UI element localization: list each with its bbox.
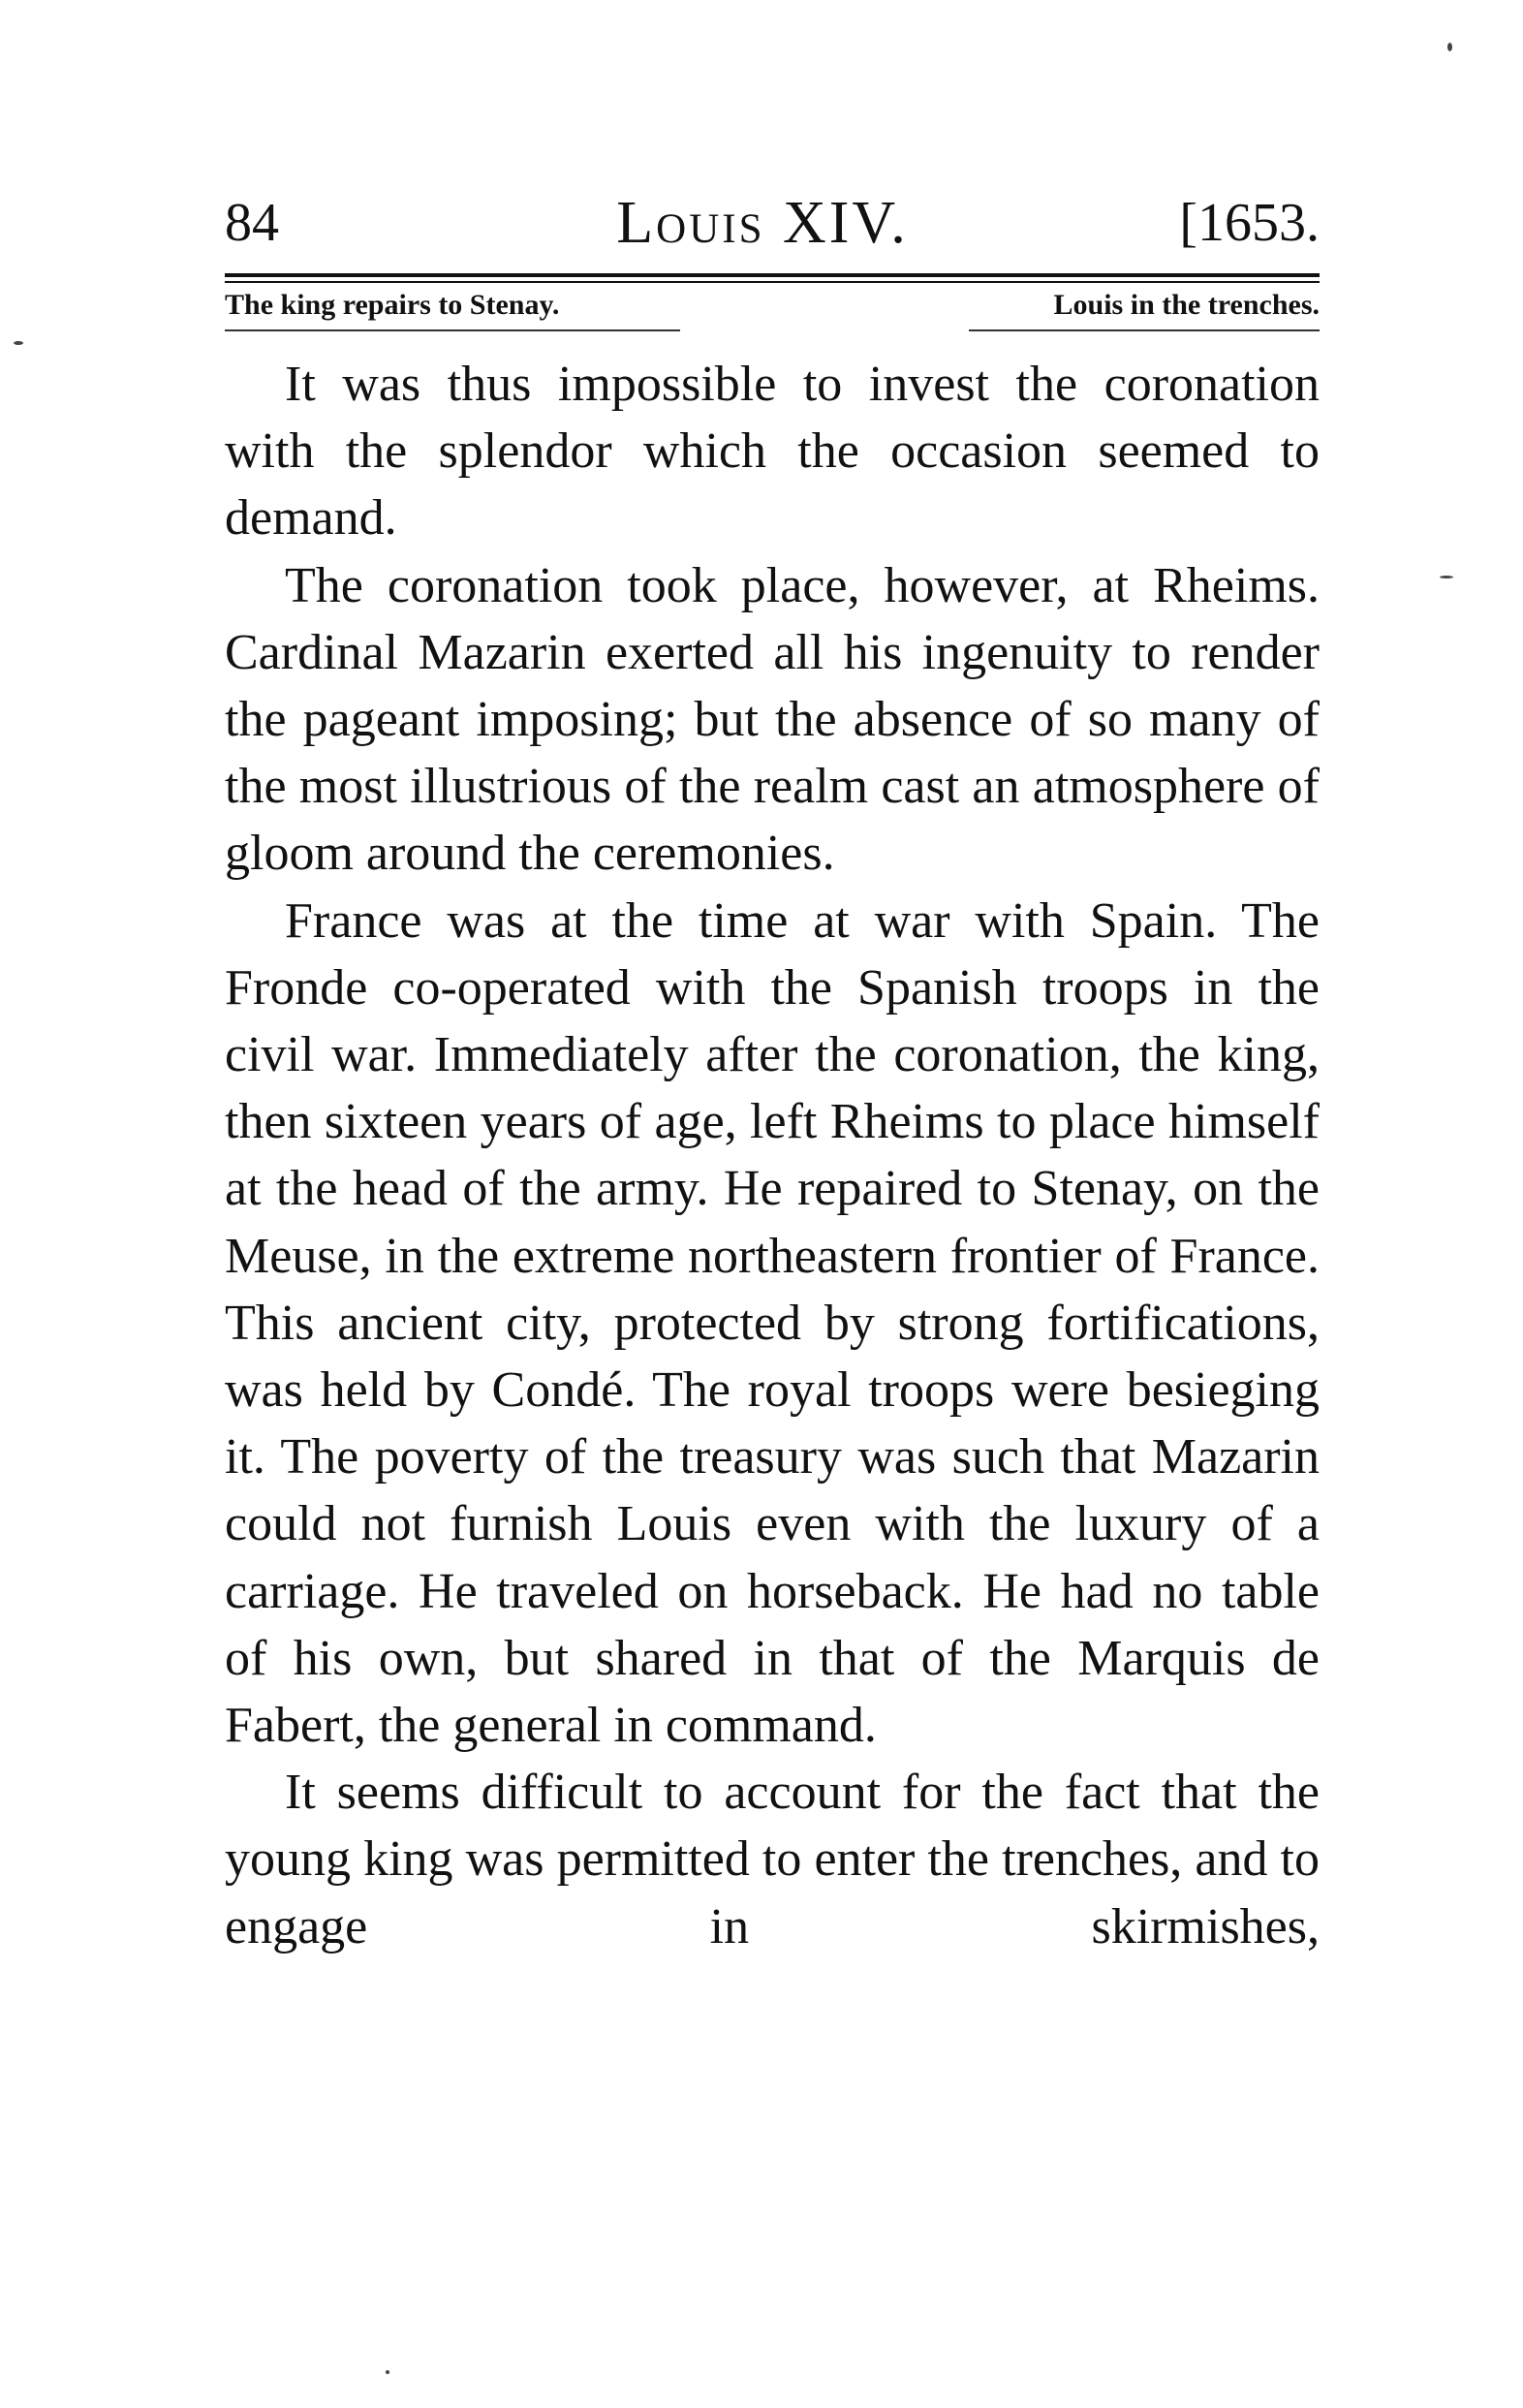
sidenote-rule-right bbox=[969, 329, 1320, 331]
scan-speck bbox=[1447, 43, 1452, 51]
sidenote-left: The king repairs to Stenay. bbox=[225, 289, 560, 321]
book-title: Louis XIV. bbox=[616, 190, 909, 256]
sidenotes bbox=[225, 283, 1320, 328]
scan-speck bbox=[14, 341, 23, 345]
sidenote-right: Louis in the trenches. bbox=[1053, 289, 1320, 321]
sidenote-rule-left bbox=[225, 329, 680, 331]
paragraph: It was thus impossible to invest the coronation with the splendor which the occasion seemed to demand. bbox=[225, 357, 1320, 547]
body-text bbox=[225, 351, 1320, 1960]
page-number: 84 bbox=[225, 193, 279, 253]
scan-speck bbox=[1440, 576, 1453, 579]
scan-speck bbox=[386, 2370, 389, 2374]
running-head bbox=[225, 184, 1320, 262]
paragraph: It seems difficult to account for the fact that the young king was permitted to enter the trenches, and to engage in skirmishes, bbox=[225, 1765, 1320, 1955]
year-marker: [1653. bbox=[1179, 193, 1320, 253]
header-rule-thick bbox=[225, 273, 1320, 277]
paragraph: France was at the time at war with Spain. The Fronde co-operated with the Spanish troops in the civil war. Immediately after the coronation, the king, then sixteen years of age, left Rheims to place himself at the head of the army. He repaired to Stenay, on the Meuse, in the extreme northeastern frontier of France. This ancient city, protected by strong fortifications, was held by Condé. The royal troops were besieging it. The poverty of the treasury was such that Mazarin could not furnish Louis even with the luxury of a carriage. He traveled on horseback. He had no table of his own, but shared in that of the Marquis de Fabert, the general in command. bbox=[225, 892, 1320, 1754]
paragraph: The coronation took place, however, at Rheims. Cardinal Mazarin exerted all his ingenuity to render the pageant imposing; but the absence of so many of the most illustrious of the realm cast an atmosphere of gloom around the ceremonies. bbox=[225, 557, 1320, 882]
